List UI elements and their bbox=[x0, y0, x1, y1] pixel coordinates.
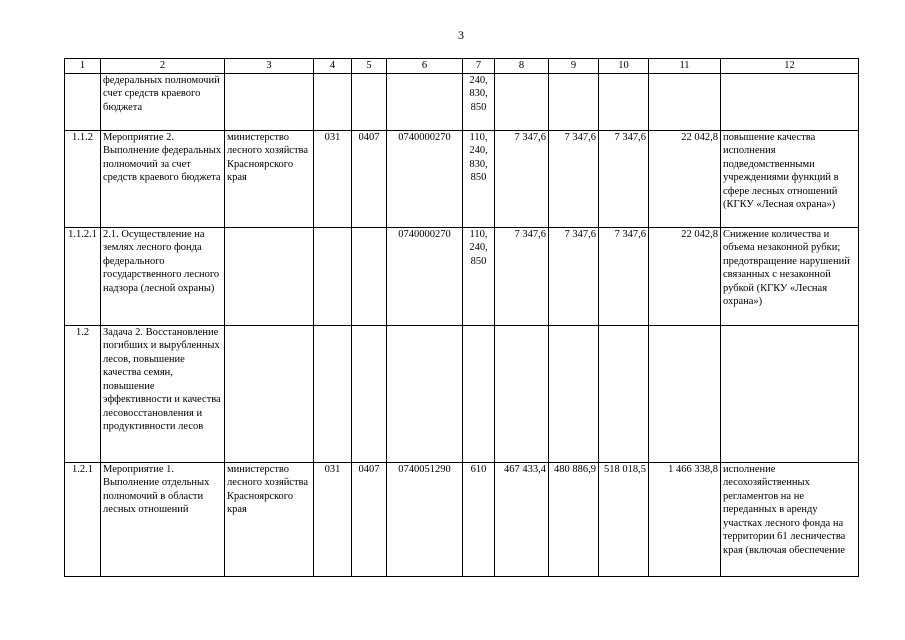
grbs-code-cell: 031 bbox=[314, 462, 352, 576]
activity-name-cell: Мероприятие 2. Выполнение федеральных полномочий за счет средств краевого бюджета bbox=[101, 130, 225, 227]
table-row bbox=[65, 462, 859, 576]
amount-cell: 480 886,9 bbox=[549, 462, 599, 576]
program-activities-table bbox=[64, 58, 859, 577]
table-row bbox=[65, 130, 859, 227]
section-code-cell: 0407 bbox=[352, 130, 387, 227]
amount-cell: 7 347,6 bbox=[599, 130, 649, 227]
expected-result-cell: Снижение количества и объема незаконной рубки; предотвращение нарушений связанных с незаконной рубкой (КГКУ «Лесная охрана») bbox=[721, 227, 859, 325]
expense-type-cell bbox=[463, 325, 495, 462]
section-code-cell bbox=[352, 73, 387, 130]
amount-cell bbox=[549, 73, 599, 130]
total-cell: 1 466 338,8 bbox=[649, 462, 721, 576]
amount-cell bbox=[549, 325, 599, 462]
amount-cell: 7 347,6 bbox=[599, 227, 649, 325]
header-cell: 1 bbox=[65, 59, 101, 74]
section-code-cell: 0407 bbox=[352, 462, 387, 576]
amount-cell bbox=[495, 325, 549, 462]
header-cell: 5 bbox=[352, 59, 387, 74]
header-cell: 7 bbox=[463, 59, 495, 74]
grbs-code-cell bbox=[314, 227, 352, 325]
amount-cell bbox=[599, 325, 649, 462]
responsible-cell: министерство лесного хозяйства Красноярского края bbox=[225, 462, 314, 576]
responsible-cell bbox=[225, 73, 314, 130]
responsible-cell bbox=[225, 325, 314, 462]
target-article-cell: 0740000270 bbox=[387, 130, 463, 227]
amount-cell: 7 347,6 bbox=[549, 130, 599, 227]
header-cell: 11 bbox=[649, 59, 721, 74]
amount-cell: 467 433,4 bbox=[495, 462, 549, 576]
table-header-row bbox=[65, 59, 859, 74]
total-cell: 22 042,8 bbox=[649, 227, 721, 325]
amount-cell: 7 347,6 bbox=[495, 227, 549, 325]
table-row bbox=[65, 73, 859, 130]
header-cell: 12 bbox=[721, 59, 859, 74]
target-article-cell bbox=[387, 325, 463, 462]
activity-name-cell: Мероприятие 1. Выполнение отдельных полномочий в области лесных отношений bbox=[101, 462, 225, 576]
row-number-cell bbox=[65, 73, 101, 130]
expected-result-cell: повышение качества исполнения подведомственными учреждениями функций в сфере лесных отношений (КГКУ «Лесная охрана») bbox=[721, 130, 859, 227]
amount-cell: 518 018,5 bbox=[599, 462, 649, 576]
target-article-cell: 0740051290 bbox=[387, 462, 463, 576]
grbs-code-cell bbox=[314, 73, 352, 130]
expected-result-cell bbox=[721, 325, 859, 462]
page-number: 3 bbox=[458, 28, 464, 42]
table-row bbox=[65, 325, 859, 462]
row-number-cell: 1.1.2 bbox=[65, 130, 101, 227]
header-cell: 8 bbox=[495, 59, 549, 74]
activity-name-cell: Задача 2. Восстановление погибших и вырубленных лесов, повышение качества семян, повышение эффективности и качества лесовосстановления и продуктивности лесов bbox=[101, 325, 225, 462]
header-cell: 3 bbox=[225, 59, 314, 74]
amount-cell: 7 347,6 bbox=[549, 227, 599, 325]
amount-cell: 7 347,6 bbox=[495, 130, 549, 227]
responsible-cell: министерство лесного хозяйства Красноярского края bbox=[225, 130, 314, 227]
total-cell: 22 042,8 bbox=[649, 130, 721, 227]
section-code-cell bbox=[352, 227, 387, 325]
table-row bbox=[65, 227, 859, 325]
expected-result-cell bbox=[721, 73, 859, 130]
total-cell bbox=[649, 73, 721, 130]
row-number-cell: 1.1.2.1 bbox=[65, 227, 101, 325]
activity-name-cell: 2.1. Осуществление на землях лесного фонда федерального государственного лесного надзора (лесной охраны) bbox=[101, 227, 225, 325]
header-cell: 9 bbox=[549, 59, 599, 74]
section-code-cell bbox=[352, 325, 387, 462]
expense-type-cell: 610 bbox=[463, 462, 495, 576]
row-number-cell: 1.2 bbox=[65, 325, 101, 462]
expense-type-cell: 110, 240, 830, 850 bbox=[463, 130, 495, 227]
amount-cell bbox=[495, 73, 549, 130]
header-cell: 10 bbox=[599, 59, 649, 74]
target-article-cell: 0740000270 bbox=[387, 227, 463, 325]
header-cell: 6 bbox=[387, 59, 463, 74]
amount-cell bbox=[599, 73, 649, 130]
total-cell bbox=[649, 325, 721, 462]
responsible-cell bbox=[225, 227, 314, 325]
grbs-code-cell: 031 bbox=[314, 130, 352, 227]
row-number-cell: 1.2.1 bbox=[65, 462, 101, 576]
target-article-cell bbox=[387, 73, 463, 130]
grbs-code-cell bbox=[314, 325, 352, 462]
header-cell: 4 bbox=[314, 59, 352, 74]
expense-type-cell: 240, 830, 850 bbox=[463, 73, 495, 130]
header-cell: 2 bbox=[101, 59, 225, 74]
activity-name-cell: федеральных полномочий счет средств краевого бюджета bbox=[101, 73, 225, 130]
expected-result-cell: исполнение лесохозяйственных регламентов на не переданных в аренду участках лесного фонда на территории 61 лесничества края (включая обеспечение bbox=[721, 462, 859, 576]
expense-type-cell: 110, 240, 850 bbox=[463, 227, 495, 325]
